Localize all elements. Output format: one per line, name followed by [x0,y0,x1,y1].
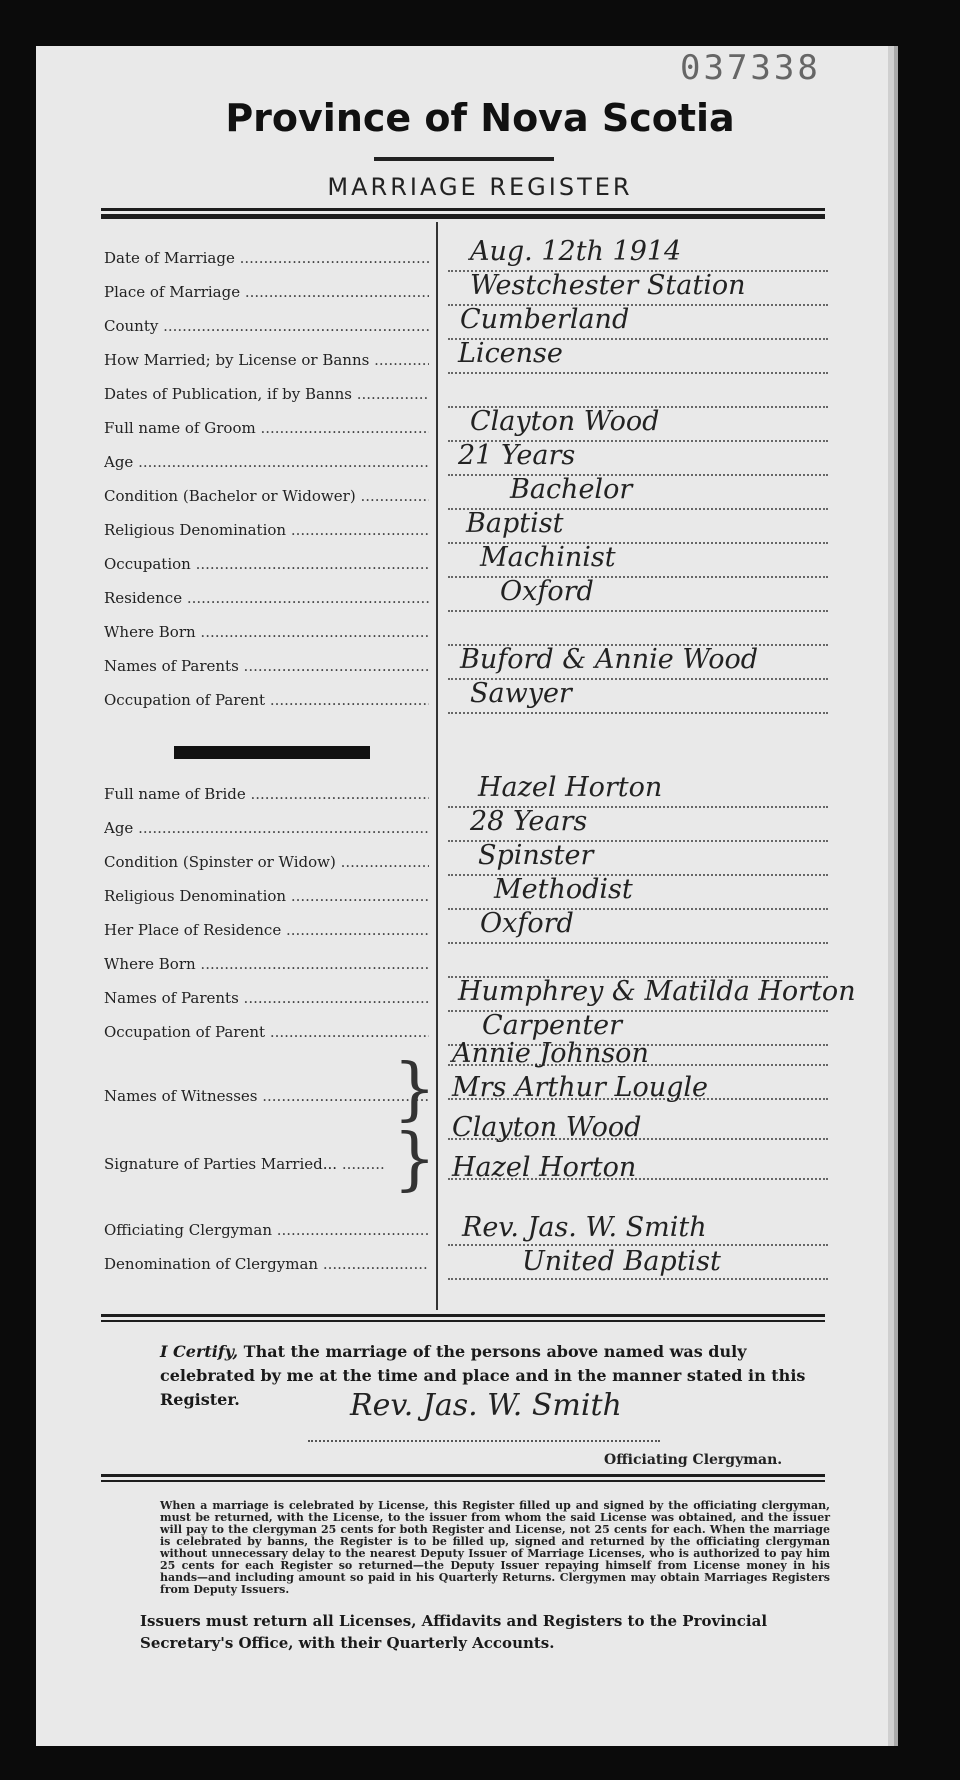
province-title: Province of Nova Scotia [225,96,735,140]
field-value: Westchester Station [470,270,746,301]
header-rule-bottom [101,214,825,219]
field-label: County ..... [104,314,429,338]
officiating-clergyman-value: Rev. Jas. W. Smith [462,1212,707,1243]
field-value: Machinist [480,542,616,573]
field-value: 28 Years [470,806,588,837]
clergy-denomination-label: Denomination of Clergyman ..... [104,1252,429,1276]
field-value: 21 Years [458,440,576,471]
field-label: How Married; by License or Banns ..... [104,348,429,372]
field-value-line [448,956,828,978]
field-value-line [448,488,828,510]
certify-rule-bottom [101,1320,825,1322]
field-label: Residence ..... [104,586,429,610]
field-value: Methodist [494,874,633,905]
field-value-line [448,386,828,408]
field-value-line [448,624,828,646]
field-label: Names of Parents ..... [104,986,429,1010]
field-value: Spinster [478,840,594,871]
document-number: 037338 [680,48,821,88]
signature-bride: Hazel Horton [452,1152,637,1183]
witnesses-brace: } [393,1050,437,1129]
field-value: Buford & Annie Wood [460,644,759,675]
field-label: Religious Denomination ..... [104,518,429,542]
field-value: Carpenter [482,1010,623,1041]
field-value: Oxford [480,908,574,939]
field-value: Clayton Wood [470,406,660,437]
notice-rule-bottom [101,1480,825,1482]
witness-2: Mrs Arthur Lougle [452,1072,708,1103]
clergy-signature-line [308,1422,660,1442]
field-label: Full name of Groom ..... [104,416,429,440]
certify-text: That the marriage of the persons above named was duly celebrated by me at the time and place and in the manner stated in this Register. [160,1342,806,1409]
field-value: Bachelor [510,474,633,505]
witnesses-label: Names of Witnesses ..... [104,1084,429,1108]
field-label: Full name of Bride ..... [104,782,429,806]
instructions-notice: When a marriage is celebrated by License, this Register filled up and signed by the officiating clergyman, must be returned, with the License, to the issuer from whom the said License was obtained, and the issuer will pay to the clergyman 25 cents for both Register and License, not 25 cents for each. When the marriage is celebrated by banns, the Register is to be filled up, signed and returned by the officiating clergyman without unnecessary delay to the nearest Deputy Issuer of Marriage Licenses, who is authorized to pay him 25 cents for each Register so returned—the Deputy Issuer repaying himself from License money in his hands—and including amount so paid in his Quarterly Returns. Clergymen may obtain Marriages Registers from Deputy Issuers. [160,1499,830,1596]
field-label: Age ..... [104,816,429,840]
field-label: Dates of Publication, if by Banns ..... [104,382,429,406]
field-label: Her Place of Residence ..... [104,918,429,942]
clergy-signature: Rev. Jas. W. Smith [350,1388,622,1423]
field-value: Humphrey & Matilda Horton [458,976,856,1007]
field-label: Names of Parents ..... [104,654,429,678]
issuers-instructions: Issuers must return all Licenses, Affidavits and Registers to the Provincial Secretary's Office, with their Quarterly Accounts. [140,1612,768,1652]
field-value: License [458,338,563,369]
field-label: Condition (Spinster or Widow) ..... [104,850,429,874]
field-value: Hazel Horton [478,772,663,803]
field-label: Place of Marriage ..... [104,280,429,304]
field-label: Condition (Bachelor or Widower) ..... [104,484,429,508]
signatures-brace: } [393,1120,437,1199]
certify-lead: I Certify, [160,1342,239,1361]
signature-groom: Clayton Wood [452,1112,642,1143]
field-value: Aug. 12th 1914 [470,236,682,267]
field-value: Sawyer [470,678,572,709]
field-label: Religious Denomination ..... [104,884,429,908]
field-label: Occupation of Parent ..... [104,688,429,712]
field-label: Date of Marriage ..... [104,246,429,270]
header-rule-top [101,208,825,211]
section-separator [174,746,370,759]
field-label: Where Born ..... [104,620,429,644]
notice-rule-top [101,1474,825,1477]
field-label: Where Born ..... [104,952,429,976]
field-label: Occupation of Parent ..... [104,1020,429,1044]
column-divider [436,222,438,1310]
officiating-clergyman-label: Officiating Clergyman ..... [104,1218,429,1242]
field-value: Oxford [500,576,594,607]
register-title: MARRIAGE REGISTER [327,173,633,201]
field-label: Age ..... [104,450,429,474]
field-label: Occupation ..... [104,552,429,576]
clergy-denomination-value: United Baptist [522,1246,721,1277]
signatures-label: Signature of Parties Married... ..... [104,1152,384,1176]
field-value: Baptist [466,508,564,539]
title-rule [374,157,554,161]
field-value: Cumberland [460,304,630,335]
clergy-signature-caption: Officiating Clergyman. [604,1452,783,1468]
certify-rule-top [101,1314,825,1317]
witness-1: Annie Johnson [452,1038,649,1069]
